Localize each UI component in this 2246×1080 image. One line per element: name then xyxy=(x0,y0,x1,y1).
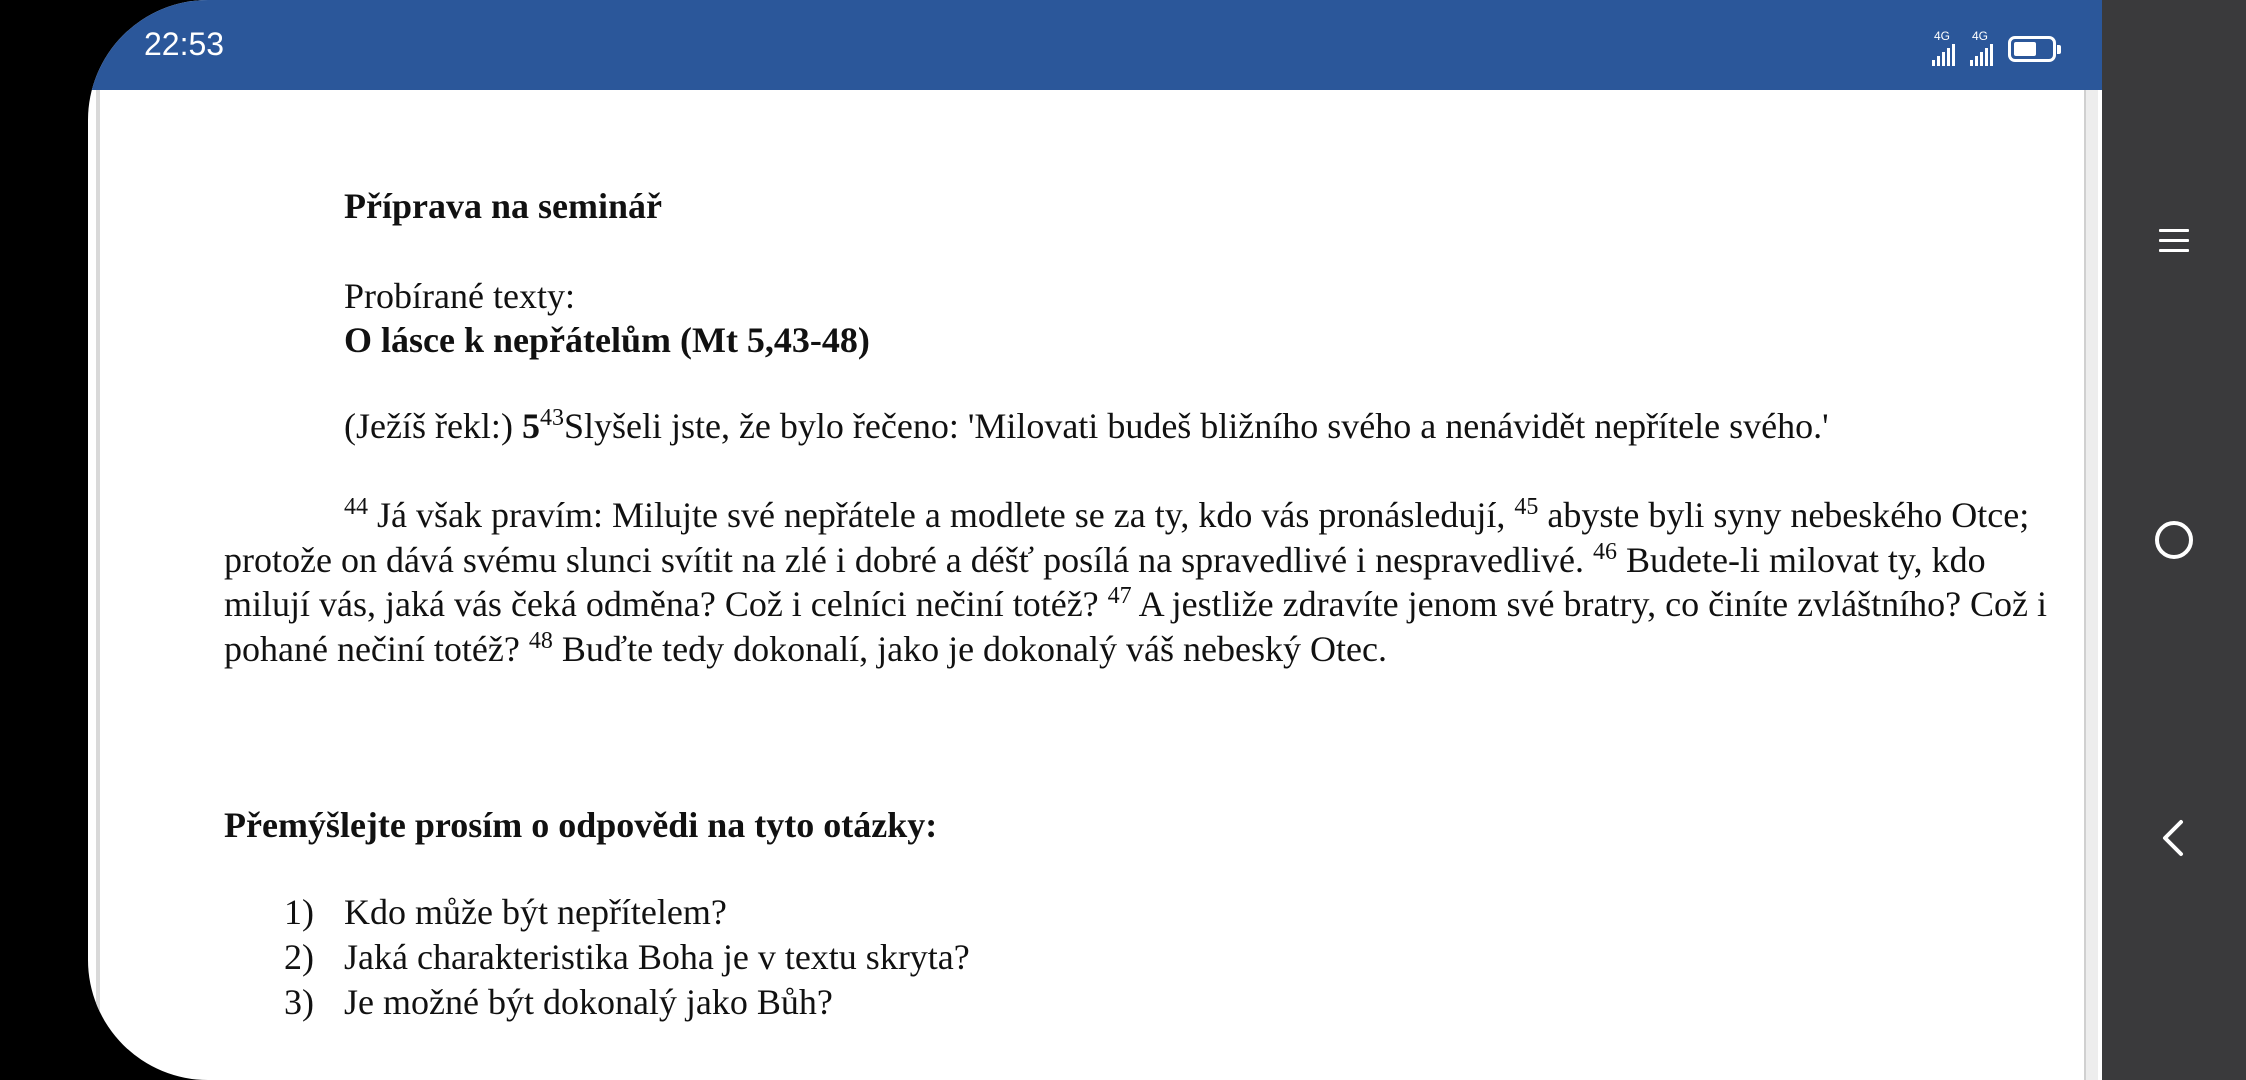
app-display xyxy=(88,0,2102,1080)
passage-paragraph-2 xyxy=(224,493,2054,671)
question-number: 2) xyxy=(284,937,314,977)
question-text: Jaká charakteristika Boha je v textu skryta? xyxy=(344,937,970,977)
status-time: 22:53 xyxy=(144,26,225,62)
questions-list xyxy=(284,890,970,1025)
verse-number: 46 xyxy=(1592,538,1617,565)
verse-text: Slyšeli jste, že bylo řečeno: 'Milovati budeš bližního svého a nenávidět nepřítele svého.' xyxy=(563,406,1829,446)
verse-number: 44 xyxy=(344,494,368,520)
list-item xyxy=(284,935,970,980)
verse-text: Buďte tedy dokonalí, jako je dokonalý váš nebeský Otec. xyxy=(552,628,1387,669)
question-number: 3) xyxy=(284,982,314,1022)
verse-number: 45 xyxy=(1514,494,1539,520)
verse-text: Budete-li milovat ty, kdo milují vás, jaká vás čeká odměna? Což i celníci nečiní totéž? xyxy=(224,539,1986,624)
verse-text: abyste byli syny nebeského Otce; protože on dává svému slunci svítit na zlé i dobré a déšť posílá na spravedlivé i nespravedlivé. xyxy=(224,495,2030,580)
texts-label: Probírané texty: xyxy=(344,276,575,316)
passage-paragraph-1 xyxy=(224,404,2054,449)
signal-label: 4G xyxy=(1934,29,1951,43)
document-page[interactable] xyxy=(88,90,2078,1080)
scrollbar[interactable] xyxy=(2084,90,2098,1080)
question-text: Kdo může být nepřítelem? xyxy=(344,892,727,932)
signal-icon xyxy=(1932,30,1962,66)
passage-intro: (Ježíš řekl:) xyxy=(344,406,522,446)
signal-icon xyxy=(1970,30,2000,66)
back-icon[interactable] xyxy=(2144,808,2204,868)
battery-icon xyxy=(2008,36,2056,62)
verse-number: 43 xyxy=(539,405,564,431)
questions-heading: Přemýšlejte prosím o odpovědi na tyto otázky: xyxy=(224,805,938,845)
document-heading: Příprava na seminář xyxy=(344,186,662,226)
question-number: 1) xyxy=(284,892,314,932)
menu-icon[interactable] xyxy=(2144,210,2204,270)
system-navigation-bar xyxy=(2102,0,2246,1080)
passage-title: O lásce k nepřátelům (Mt 5,43-48) xyxy=(344,320,870,360)
home-icon[interactable] xyxy=(2144,510,2204,570)
signal-label: 4G xyxy=(1972,29,1989,43)
question-text: Je možné být dokonalý jako Bůh? xyxy=(344,982,833,1022)
verse-number: 48 xyxy=(528,627,553,654)
verse-text: A jestliže zdravíte jenom své bratry, co činíte zvláštního? Což i pohané nečiní totéž? xyxy=(224,584,2048,669)
chapter-number: 5 xyxy=(521,406,540,446)
verse-text: Já však pravím: Milujte své nepřátele a modlete se za ty, kdo vás pronásledují, xyxy=(368,495,1515,535)
list-item xyxy=(284,890,970,935)
status-icons xyxy=(1932,26,2056,66)
verse-number: 47 xyxy=(1107,583,1132,609)
status-bar xyxy=(88,0,2102,90)
list-item xyxy=(284,980,970,1025)
